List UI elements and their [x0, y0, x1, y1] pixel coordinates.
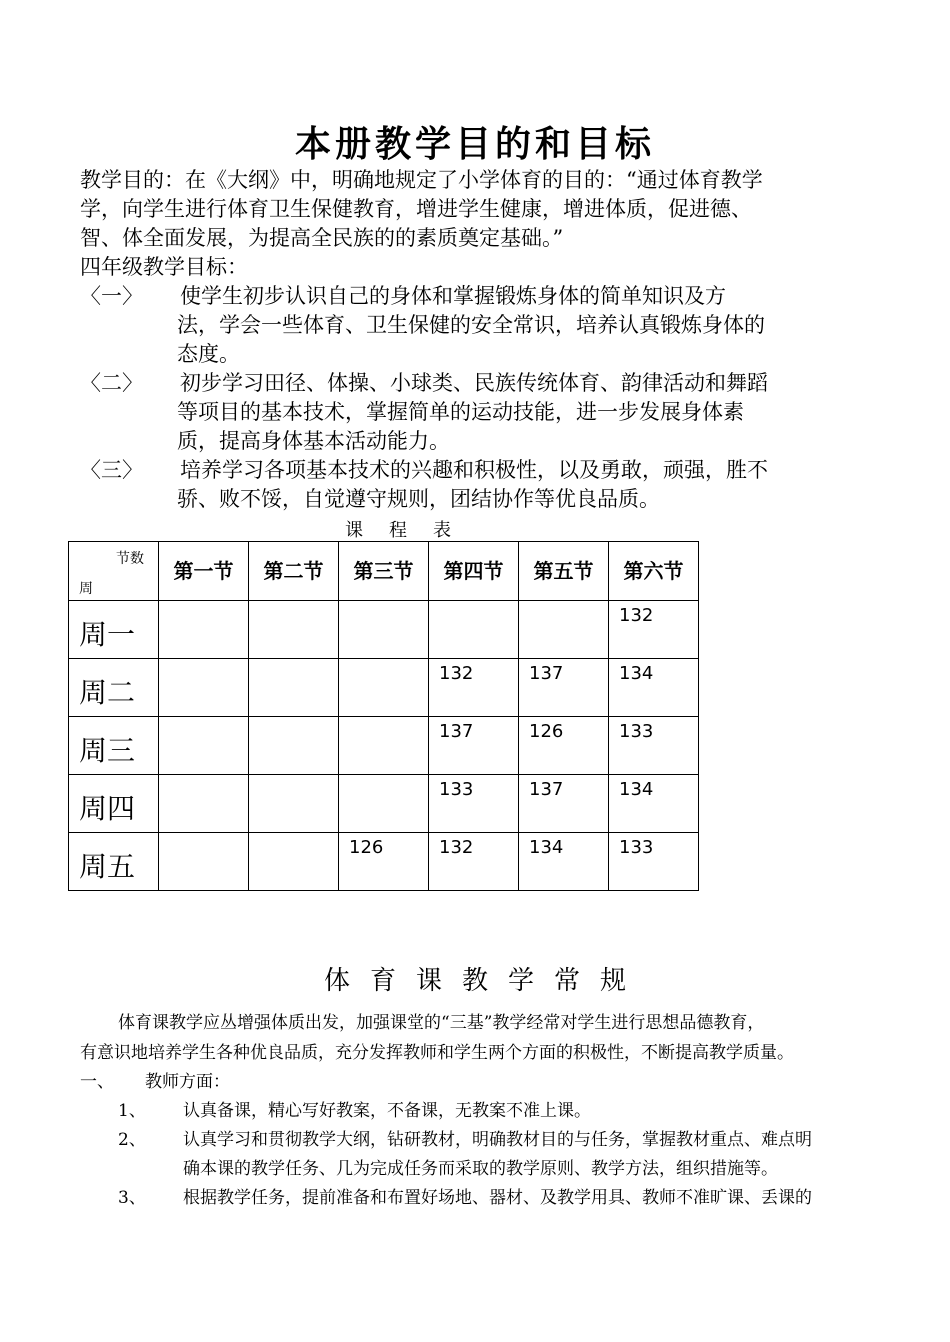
part-title: 教师方面：: [145, 1072, 230, 1092]
day-cell: 周四: [69, 775, 159, 833]
goal-line: 使学生初步认识自己的身体和掌握锻炼身体的简单知识及方: [180, 284, 726, 308]
day-cell: 周三: [69, 717, 159, 775]
period-header: 第六节: [609, 542, 699, 601]
table-cell: 132: [609, 601, 699, 659]
table-cell: [339, 717, 429, 775]
period-header: 第二节: [249, 542, 339, 601]
table-cell: 133: [609, 717, 699, 775]
part-number: 一、: [80, 1072, 114, 1092]
item-line: 根据教学任务，提前准备和布置好场地、器材、及教学用具、教师不准旷课、丢课的: [183, 1188, 812, 1208]
period-header: 第五节: [519, 542, 609, 601]
goal-line: 初步学习田径、体操、小球类、民族传统体育、韵律活动和舞蹈: [180, 371, 768, 395]
table-cell: 134: [519, 833, 609, 891]
goal-line: 培养学习各项基本技术的兴趣和积极性，以及勇敢，顽强，胜不: [180, 458, 768, 482]
intro-line: 有意识地培养学生各种优良品质，充分发挥教师和学生两个方面的积极性，不断提高教学质量。: [80, 1043, 794, 1063]
table-row: [69, 833, 699, 891]
table-header-row: [69, 542, 699, 601]
item-line: 认真备课，精心写好教案，不备课，无教案不准上课。: [183, 1101, 591, 1121]
goal-line: 等项目的基本技术，掌握简单的运动技能，进一步发展身体素: [177, 400, 744, 424]
table-cell: [339, 775, 429, 833]
goal-item-3: [80, 456, 880, 514]
table-cell: [159, 775, 249, 833]
goal-line: 骄、败不馁，自觉遵守规则，团结协作等优良品质。: [177, 487, 660, 511]
goal-number: 〈三〉: [80, 458, 143, 482]
table-row: [69, 601, 699, 659]
table-cell: [339, 601, 429, 659]
table-cell: [159, 659, 249, 717]
day-cell: 周一: [69, 601, 159, 659]
table-row: [69, 717, 699, 775]
period-header: 第三节: [339, 542, 429, 601]
corner-week-label: 周: [79, 581, 93, 597]
table-cell: 134: [609, 659, 699, 717]
goal-number: 〈一〉: [80, 284, 143, 308]
item-number: 3、: [118, 1188, 146, 1208]
goal-item-2: [80, 369, 880, 456]
purpose-line: 教学目的：在《大纲》中，明确地规定了小学体育的目的：“通过体育教学: [80, 168, 763, 192]
table-cell: [159, 601, 249, 659]
purpose-line: 智、体全面发展，为提高全民族的的素质奠定基础。”: [80, 226, 564, 250]
table-cell: 132: [429, 659, 519, 717]
goal-item-1: [80, 282, 880, 369]
goal-line: 质，提高身体基本活动能力。: [177, 429, 450, 453]
item-number: 1、: [118, 1101, 146, 1121]
table-cell: [249, 659, 339, 717]
corner-cell: [69, 542, 159, 601]
table-cell: 137: [429, 717, 519, 775]
table-cell: [249, 717, 339, 775]
table-cell: 137: [519, 659, 609, 717]
corner-periods-label: 节数: [116, 551, 144, 567]
period-header: 第四节: [429, 542, 519, 601]
table-cell: 126: [519, 717, 609, 775]
period-header: 第一节: [159, 542, 249, 601]
schedule-caption: 课程表: [345, 520, 477, 541]
table-cell: [429, 601, 519, 659]
purpose-line: 学，向学生进行体育卫生保健教育，增进学生健康，增进体质，促进德、: [80, 197, 752, 221]
teaching-purpose: [80, 166, 880, 282]
table-cell: [339, 659, 429, 717]
table-cell: 126: [339, 833, 429, 891]
table-cell: [159, 717, 249, 775]
goal-number: 〈二〉: [80, 371, 143, 395]
item-line: 确本课的教学任务、几为完成任务而采取的教学原则、教学方法，组织措施等。: [183, 1159, 778, 1179]
table-row: [69, 775, 699, 833]
day-cell: 周二: [69, 659, 159, 717]
class-schedule-table: [68, 541, 699, 891]
table-cell: [519, 601, 609, 659]
table-cell: 133: [609, 833, 699, 891]
table-cell: 133: [429, 775, 519, 833]
day-cell: 周五: [69, 833, 159, 891]
section-title: 体育课教学常规: [323, 966, 646, 996]
table-row: [69, 659, 699, 717]
table-cell: [249, 775, 339, 833]
item-number: 2、: [118, 1130, 146, 1150]
page-title: 本册教学目的和目标: [294, 123, 655, 165]
table-cell: [159, 833, 249, 891]
table-cell: 134: [609, 775, 699, 833]
item-line: 认真学习和贯彻教学大纲，钻研教材，明确教材目的与任务，掌握教材重点、难点明: [183, 1130, 812, 1150]
table-cell: 132: [429, 833, 519, 891]
table-cell: [249, 601, 339, 659]
goal-line: 法，学会一些体育、卫生保健的安全常识，培养认真锻炼身体的: [177, 313, 765, 337]
grade-goal-heading: 四年级教学目标：: [80, 255, 248, 279]
goal-line: 态度。: [177, 342, 240, 366]
table-cell: [249, 833, 339, 891]
intro-line: 体育课教学应丛增强体质出发，加强课堂的“三基”教学经常对学生进行思想品德教育，: [118, 1013, 765, 1033]
table-cell: 137: [519, 775, 609, 833]
